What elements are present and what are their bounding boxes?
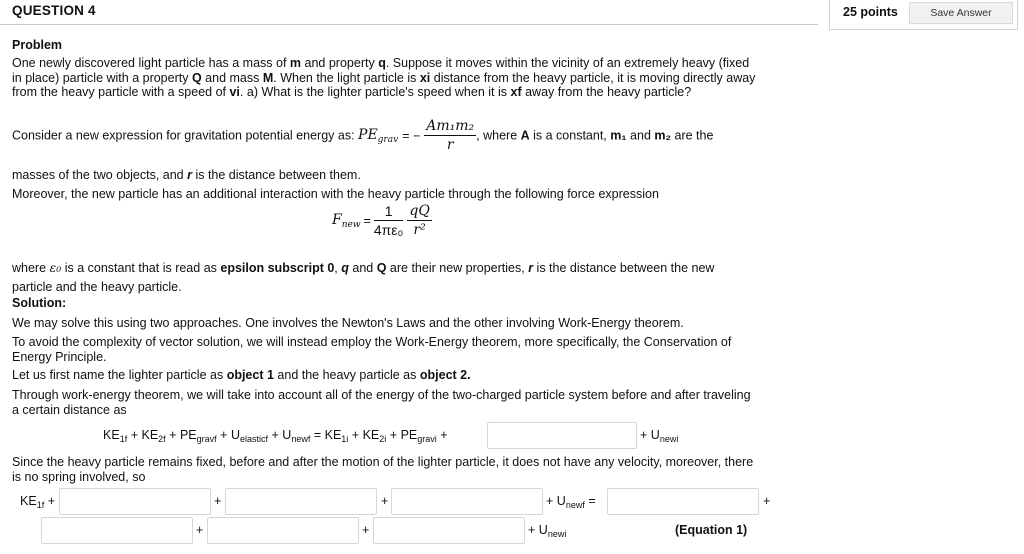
where-line: where ε₀ is a constant that is read as epsilon subscript 0, q and Q are their new properties, r is the distance between the new particle and the heavy particle. [12,260,715,294]
solution-p4: Through work-energy theorem, we will take into account all of the energy of the two-charged particle system before and after traveling a certain distance as [12,388,751,417]
row2-plus-1: + [214,494,222,508]
moreover-line: Moreover, the new particle has an additional interaction with the heavy particle through the following force expression [12,187,659,201]
row2-plus-2: + [381,494,389,508]
problem-heading: Problem [12,38,63,52]
row3-plus-2: + [362,523,370,537]
solution-heading: Solution: [12,296,67,310]
answer-blank-3[interactable] [225,488,377,515]
force-expression: $F_{new}$ = $\frac{1}{\text{4πε₀}}$ $\frac{qQ}{\text{r²}}$ [332,203,430,238]
row2-unewf: + $U_{newf}$ = [546,494,596,510]
equation-label: (Equation 1) [675,523,748,537]
answer-blank-7[interactable] [207,517,359,544]
grav-fraction: $\frac{\text{Am₁m₂}}{r}$ [426,118,475,153]
question-title: QUESTION 4 [12,3,96,18]
problem-text: One newly discovered light particle has a mass of m and property q. Suppose it moves within the vicinity of an extremely heavy (fixed in place) particle with a property Q and mass M. When the light particle is xi distance from the heavy particle, it is moving directly away from the heavy particle with a speed of vi. a) What is the lighter particle's speed when it is xf away from the heavy particle? [12,56,756,99]
solution-p2: To avoid the complexity of vector solution, we will instead employ the Work-Energy theorem, more specifically, the Conservation of Energy Principle. [12,335,732,364]
row2-ke: $KE_{1f}$ + [20,494,55,510]
answer-blank-4[interactable] [391,488,543,515]
save-answer-button[interactable]: Save Answer [909,2,1013,24]
solution-p1: We may solve this using two approaches. One involves the Newton's Laws and the other involving Work-Energy theorem. [12,316,684,330]
points-value: 25 points [843,5,898,19]
row2-plus-3: + [763,494,771,508]
energy-equation-lhs: $KE_{1f} + KE_{2f} + PE_{gravf} + U_{elasticf} + U_{newf} = KE_{1i} + KE_{2i} + PE_{gravi}$ + [103,428,448,444]
force-fraction-1: $\frac{1}{\text{4πε₀}}$ [373,203,404,238]
row3-unewi: + $U_{newi}$ [528,523,567,539]
since-line: Since the heavy particle remains fixed, before and after the motion of the lighter particle, it does not have any velocity, moreover, there is no spring involved, so [12,455,754,484]
answer-blank-5[interactable] [607,488,759,515]
grav-expression: Consider a new expression for gravitation potential energy as: $PE_{grav}$ = − $\frac{\text{Am₁m₂}}{r}$ , where A is a constant, m₁ and m₂ are the [12,118,714,153]
answer-blank-6[interactable] [41,517,193,544]
masses-line: masses of the two objects, and r is the distance between them. [12,168,361,182]
energy-equation-rhs: + $U_{newi}$ [640,428,679,444]
solution-p3: Let us first name the lighter particle as object 1 and the heavy particle as object 2. [12,368,471,382]
answer-blank-1[interactable] [487,422,637,449]
force-fraction-2: $\frac{qQ}{\text{r²}}$ [409,203,430,238]
answer-blank-8[interactable] [373,517,525,544]
row3-plus-1: + [196,523,204,537]
answer-blank-2[interactable] [59,488,211,515]
header-divider [0,24,818,25]
